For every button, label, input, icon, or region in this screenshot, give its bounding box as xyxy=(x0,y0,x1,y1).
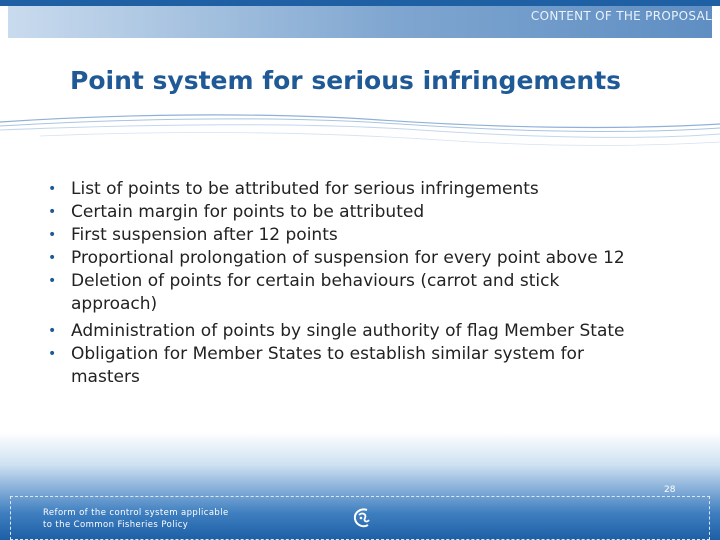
footer-caption-line: to the Common Fisheries Policy xyxy=(43,520,189,530)
list-item xyxy=(48,320,708,343)
bullet-dot-icon: • xyxy=(48,204,57,220)
bullet-text: List of points to be attributed for serious infringements xyxy=(71,179,539,199)
list-item xyxy=(48,224,708,247)
bullet-text: Certain margin for points to be attributed xyxy=(71,202,425,222)
footer-caption-line: Reform of the control system applicable xyxy=(43,508,229,518)
bullet-dot-icon: • xyxy=(48,227,57,243)
bullet-dot-icon: • xyxy=(48,346,57,362)
bullet-dot-icon: • xyxy=(48,273,57,289)
list-item xyxy=(48,201,708,224)
bullet-text: Proportional prolongation of suspension for every point above 12 xyxy=(71,248,625,268)
bullet-text: Administration of points by single authority of flag Member State xyxy=(71,321,625,341)
section-label: CONTENT OF THE PROPOSAL xyxy=(530,9,712,23)
list-item xyxy=(48,178,708,201)
bullet-text: First suspension after 12 points xyxy=(71,225,338,245)
bullet-text: Deletion of points for certain behaviours (carrot and stick xyxy=(71,271,560,291)
bullet-dot-icon: • xyxy=(48,250,57,266)
decorative-wave-lines xyxy=(0,100,720,160)
bullet-list xyxy=(48,178,708,389)
bullet-dot-icon: • xyxy=(48,323,57,339)
bullet-dot-icon: • xyxy=(48,181,57,197)
list-item xyxy=(48,247,708,270)
list-item xyxy=(48,343,708,389)
footer-caption xyxy=(43,507,229,531)
eu-fisheries-logo-icon xyxy=(350,506,374,530)
page-number: 28 xyxy=(664,485,676,495)
list-item xyxy=(48,270,708,316)
bullet-text: Obligation for Member States to establish similar system for xyxy=(71,344,584,364)
bullet-text-continuation: masters xyxy=(71,367,140,387)
slide-title: Point system for serious infringements xyxy=(70,66,622,95)
bullet-text-continuation: approach) xyxy=(71,294,158,314)
